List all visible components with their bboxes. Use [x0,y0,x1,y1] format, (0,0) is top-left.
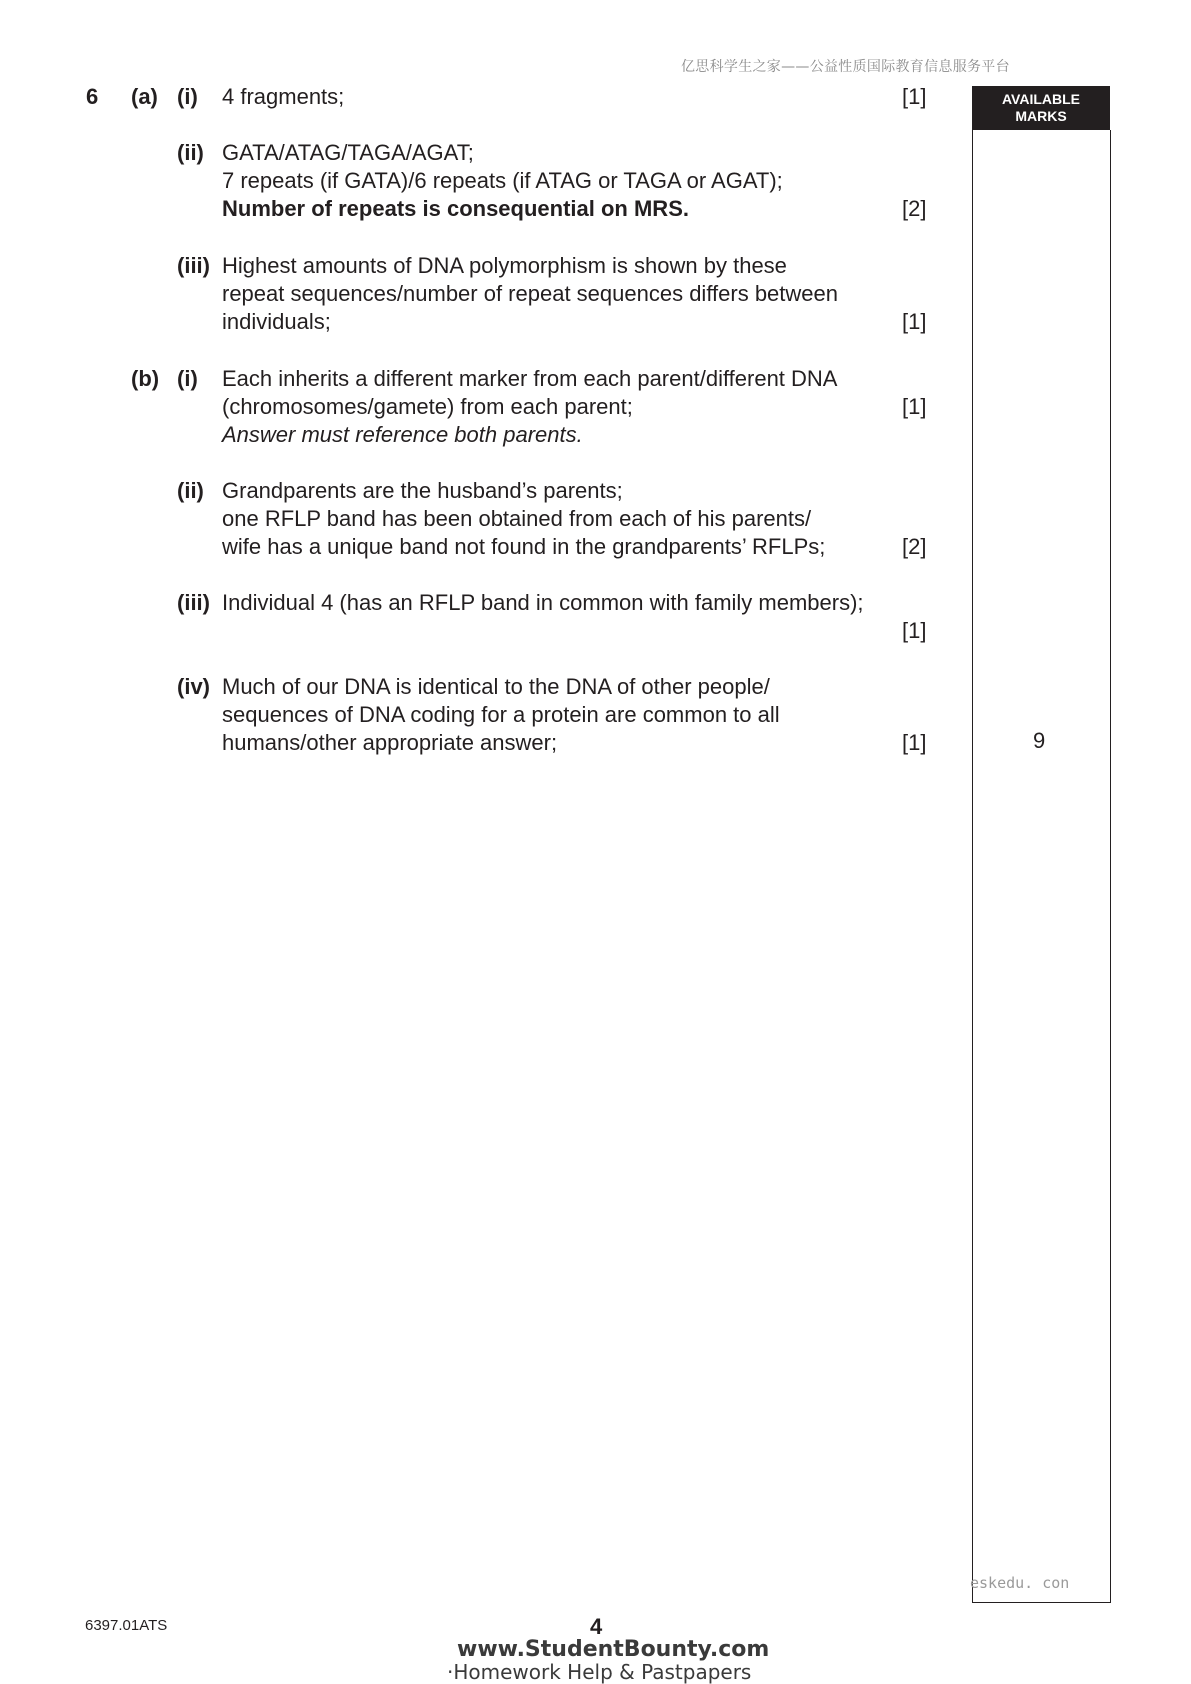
a-iii-line3: individuals; [222,309,331,334]
a-ii-mark: [2] [902,196,927,221]
b-ii-line3: wife has a unique band not found in the grandparents’ RFLPs; [222,534,826,559]
b-iv-line2: sequences of DNA coding for a protein are common to all [222,702,780,727]
b-ii-line1: Grandparents are the husband’s parents; [222,478,623,503]
b-iv-label: (iv) [177,674,210,699]
a-ii-label: (ii) [177,140,204,165]
b-i-line1: Each inherits a different marker from each parent/different DNA [222,366,838,391]
a-ii-line2: 7 repeats (if GATA)/6 repeats (if ATAG or TAGA or AGAT); [222,168,783,193]
a-i-label: (i) [177,84,198,109]
b-iii-label: (iii) [177,590,210,615]
marks-total: 9 [1033,728,1046,753]
studentbounty-url: www.StudentBounty.com [457,1637,770,1662]
available-marks-header [972,86,1110,130]
footer-watermark: eskedu. con [970,1574,1070,1592]
b-i-mark: [1] [902,394,927,419]
b-ii-line2: one RFLP band has been obtained from each of his parents/ [222,506,812,531]
studentbounty-tagline: ·Homework Help & Pastpapers [447,1660,752,1684]
a-ii-line1: GATA/ATAG/TAGA/AGAT; [222,140,474,165]
marks-head-line1: AVAILABLE [1001,91,1081,107]
a-iii-label: (iii) [177,253,210,278]
question-number: 6 [86,84,99,109]
a-ii-line3: Number of repeats is consequential on MRS. [222,196,689,221]
a-iii-mark: [1] [902,309,927,334]
b-iv-line3: humans/other appropriate answer; [222,730,558,755]
paper-code: 6397.01ATS [85,1617,168,1634]
header-watermark: 亿思科学生之家——公益性质国际教育信息服务平台 [681,59,1010,75]
b-iii-mark: [1] [902,618,927,643]
page-number: 4 [590,1614,603,1639]
part-b-label: (b) [131,366,160,391]
a-i-mark: [1] [902,84,927,109]
available-marks-column [972,130,1111,1603]
a-iii-line1: Highest amounts of DNA polymorphism is shown by these [222,253,787,278]
a-iii-line2: repeat sequences/number of repeat sequences differs between [222,281,838,306]
b-ii-mark: [2] [902,534,927,559]
b-iv-line1: Much of our DNA is identical to the DNA of other people/ [222,674,770,699]
b-i-note: Answer must reference both parents. [222,422,583,447]
a-i-answer: 4 fragments; [222,84,345,109]
b-i-line2: (chromosomes/gamete) from each parent; [222,394,633,419]
b-iii-line1: Individual 4 (has an RFLP band in common with family members); [222,590,864,615]
b-iv-mark: [1] [902,730,927,755]
b-i-label: (i) [177,366,198,391]
marks-head-line2: MARKS [1015,108,1067,124]
b-ii-label: (ii) [177,478,204,503]
part-a-label: (a) [131,84,158,109]
